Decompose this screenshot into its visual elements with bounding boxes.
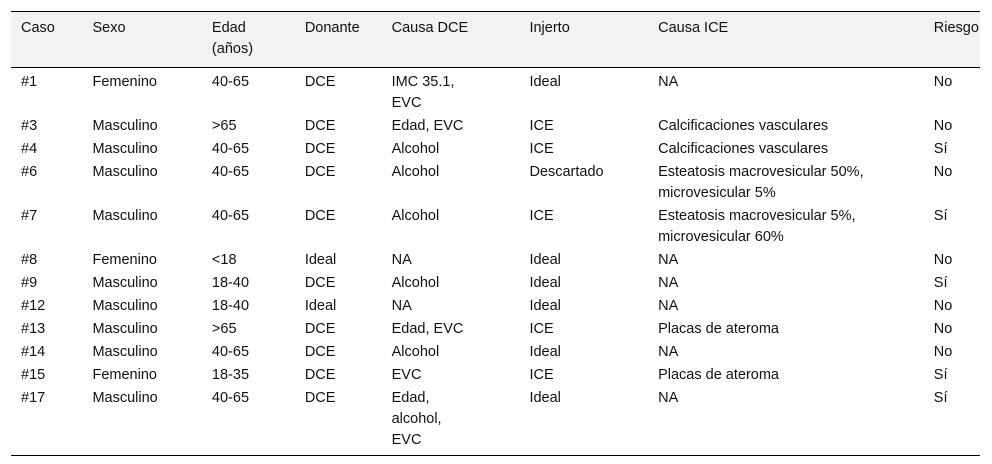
cell-edad: 18-35 <box>211 367 250 383</box>
cell-donante: Ideal <box>304 252 337 268</box>
cell-edad: <18 <box>211 252 237 268</box>
table-row <box>11 363 980 386</box>
cell-caso: #4 <box>21 141 38 157</box>
cell-riesgo: No <box>933 321 953 337</box>
cell-edad: 18-40 <box>211 298 250 314</box>
header-injerto: Injerto <box>519 12 648 68</box>
cell-caso: #6 <box>21 164 38 180</box>
cell-donante: DCE <box>304 74 336 90</box>
cell-edad: 40-65 <box>211 141 250 157</box>
cell-injerto: Descartado <box>529 164 604 180</box>
cell-sexo: Masculino <box>92 164 158 180</box>
table-row <box>11 114 980 137</box>
cell-injerto: ICE <box>529 208 554 224</box>
cell-caso: #12 <box>21 298 46 314</box>
table-row <box>11 340 980 363</box>
cell-causa-ice: NA <box>658 344 679 360</box>
cell-causa-ice: NA <box>658 275 679 291</box>
cell-riesgo: No <box>933 298 953 314</box>
cell-donante: DCE <box>304 321 336 337</box>
cell-injerto: Ideal <box>529 252 561 268</box>
table-row <box>11 68 980 115</box>
cell-causa-ice: NA <box>658 74 679 90</box>
cell-causa-ice: Placas de ateroma <box>658 321 779 337</box>
data-table <box>11 11 980 456</box>
cell-caso: #13 <box>21 321 46 337</box>
cell-donante: DCE <box>304 275 336 291</box>
cell-edad: 40-65 <box>211 164 250 180</box>
cell-donante: Ideal <box>304 298 337 314</box>
table-row <box>11 204 980 248</box>
cell-injerto: Ideal <box>529 275 561 291</box>
cell-causa-dce: Alcohol <box>391 275 440 291</box>
header-edad: Edad (años) <box>202 12 295 68</box>
cell-causa-dce: Alcohol <box>391 344 440 360</box>
table-body <box>11 68 980 456</box>
cell-injerto: Ideal <box>529 298 561 314</box>
cell-donante: DCE <box>304 344 336 360</box>
cell-sexo: Masculino <box>92 321 158 337</box>
table-row <box>11 294 980 317</box>
header-riesgo: Riesgo <box>924 12 980 68</box>
cell-donante: DCE <box>304 141 336 157</box>
cell-causa-ice: Esteatosis macrovesicular 50%, microvesicular 5% <box>658 164 864 201</box>
cell-edad: 40-65 <box>211 208 250 224</box>
table-row <box>11 137 980 160</box>
cell-edad: >65 <box>211 118 237 134</box>
cell-injerto: Ideal <box>519 386 648 456</box>
cell-sexo: Masculino <box>92 141 158 157</box>
table-row <box>11 160 980 204</box>
cell-donante: DCE <box>304 208 336 224</box>
cell-causa-ice: NA <box>658 298 679 314</box>
cell-injerto: ICE <box>529 367 554 383</box>
cell-caso: #1 <box>21 74 38 90</box>
cell-injerto: ICE <box>529 141 554 157</box>
table-container <box>11 11 980 456</box>
cell-caso: #17 <box>11 386 82 456</box>
cell-donante: DCE <box>304 118 336 134</box>
table-row <box>11 248 980 271</box>
cell-sexo: Masculino <box>92 275 158 291</box>
cell-caso: #9 <box>21 275 38 291</box>
cell-causa-dce: Alcohol <box>391 208 440 224</box>
cell-causa-dce: Alcohol <box>391 141 440 157</box>
header-causa-dce: Causa DCE <box>382 12 520 68</box>
header-donante: Donante <box>295 12 382 68</box>
table-row <box>11 386 980 456</box>
cell-sexo: Masculino <box>92 344 158 360</box>
cell-riesgo: No <box>933 74 953 90</box>
cell-edad: 40-65 <box>211 344 250 360</box>
table-row <box>11 317 980 340</box>
cell-riesgo: Sí <box>924 386 980 456</box>
cell-sexo: Masculino <box>82 386 201 456</box>
cell-caso: #7 <box>21 208 38 224</box>
cell-donante: DCE <box>304 164 336 180</box>
table-row <box>11 271 980 294</box>
cell-riesgo: No <box>933 164 953 180</box>
cell-riesgo: No <box>933 118 953 134</box>
cell-causa-dce: NA <box>391 252 412 268</box>
cell-causa-ice: Calcificaciones vasculares <box>658 118 829 134</box>
cell-riesgo: Sí <box>933 141 948 157</box>
cell-causa-dce: IMC 35.1, EVC <box>391 74 455 111</box>
header-row <box>11 12 980 68</box>
cell-riesgo: Sí <box>933 208 948 224</box>
cell-injerto: ICE <box>529 118 554 134</box>
cell-causa-ice: NA <box>648 386 924 456</box>
cell-riesgo: Sí <box>933 367 948 383</box>
cell-injerto: Ideal <box>529 344 561 360</box>
cell-sexo: Masculino <box>92 118 158 134</box>
cell-sexo: Masculino <box>92 298 158 314</box>
cell-caso: #14 <box>21 344 46 360</box>
cell-causa-dce: Edad, alcohol, EVC <box>382 386 520 456</box>
cell-caso: #8 <box>21 252 38 268</box>
header-causa-ice: Causa ICE <box>648 12 924 68</box>
cell-causa-dce: Alcohol <box>391 164 440 180</box>
cell-causa-ice: Calcificaciones vasculares <box>658 141 829 157</box>
cell-riesgo: No <box>933 252 953 268</box>
cell-edad: 40-65 <box>211 74 250 90</box>
cell-edad: 18-40 <box>211 275 250 291</box>
cell-donante: DCE <box>295 386 382 456</box>
cell-causa-dce: EVC <box>391 367 422 383</box>
cell-causa-dce: Edad, EVC <box>391 321 464 337</box>
table-header <box>11 12 980 68</box>
cell-sexo: Masculino <box>92 208 158 224</box>
cell-causa-ice: Placas de ateroma <box>658 367 779 383</box>
cell-injerto: Ideal <box>529 74 561 90</box>
cell-edad: 40-65 <box>202 386 295 456</box>
header-caso: Caso <box>11 12 82 68</box>
cell-riesgo: No <box>933 344 953 360</box>
cell-causa-dce: Edad, EVC <box>391 118 464 134</box>
cell-riesgo: Sí <box>933 275 948 291</box>
cell-injerto: ICE <box>529 321 554 337</box>
cell-caso: #15 <box>21 367 46 383</box>
cell-sexo: Femenino <box>92 252 157 268</box>
cell-causa-ice: NA <box>658 252 679 268</box>
cell-donante: DCE <box>304 367 336 383</box>
cell-causa-dce: NA <box>391 298 412 314</box>
header-sexo: Sexo <box>82 12 201 68</box>
cell-edad: >65 <box>211 321 237 337</box>
cell-causa-ice: Esteatosis macrovesicular 5%, microvesicular 60% <box>658 208 856 245</box>
cell-sexo: Femenino <box>92 74 157 90</box>
cell-caso: #3 <box>21 118 38 134</box>
cell-sexo: Femenino <box>92 367 157 383</box>
